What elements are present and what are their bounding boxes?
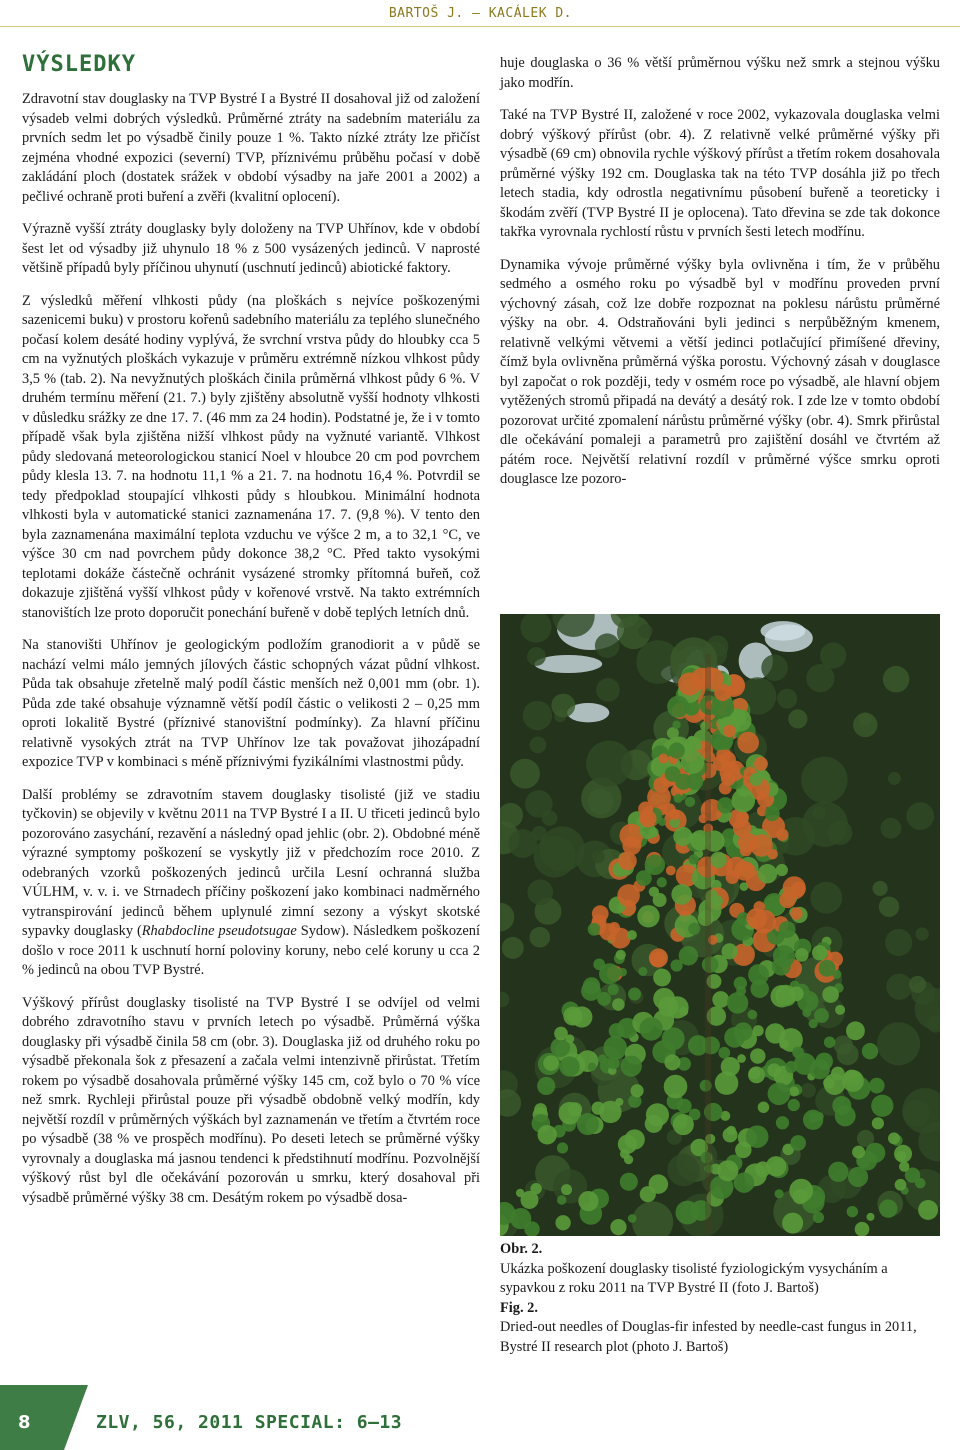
figure-caption	[500, 1240, 940, 1357]
paragraph: huje douglaska o 36 % větší průměrnou výšku než smrk a stejnou výšku jako modřín.	[500, 55, 940, 91]
footer-bar	[0, 1385, 64, 1450]
paragraph: Výškový přírůst douglasky tisolisté na TVP Bystré I se odvíjel od velmi dobrého zdravotního stavu v prvních letech po výsadbě. Průměrná výška douglasky při výsadbě činila 58 cm (obr. 3). Douglaska již od druhého roku po výsadbě překonala šok z přesazení a začala velmi intenzivně přirůstat. Třetím rokem po výsadbě dosahovala průměrné výšky 145 cm, což bylo o 70 % více než smrk. Rychleji přirůstal pouze při výsadbě obdobně velký modřín, kdy největší rozdíl v průměrných výškách byl zaznamenán ve třetím a čtvrtém roce po výsadbě (38 % ve prospěch modřínu). Po deseti letech se průměrné výšky vyrovnaly a douglaska má jasnou tendenci k předstihnutí modřínu. Pozvolnější výškový růst byl dle očekávání pozorován u smrku, který dosahoval při výsadbě průměrné výšky 38 cm. Desátým rokem po výsadbě dosa-	[22, 994, 480, 1206]
running-head: BARTOŠ J. – KACÁLEK D.	[388, 6, 572, 21]
paragraph: Na stanovišti Uhřínov je geologickým podložím granodiorit a v půdě se nachází velmi málo jemných jílových částic schopných vázat půdní vlhkost. Půda tak obsahuje zřetelně malý podíl částic menších než 0,001 mm (obr. 1). Půda zde také obsahuje významně větší podíl částic o velikosti 2 – 0,25 mm oproti lokalitě Bystré (příznivé stanovištní podmínky). Za hlavní příčinu relativně vysokých ztrát na TVP Uhřínov lze tak považovat jihozápadní expozice TVP v kombinaci s méně příznivými fyzikálními vlastnostmi půdy.	[22, 637, 480, 770]
figure-label-cz: Obr. 2.	[500, 1241, 543, 1257]
figure-caption-en: Dried-out needles of Douglas-fir infested by needle-cast fungus in 2011, Bystré II research plot (photo J. Bartoš)	[500, 1319, 917, 1355]
figure-label-en: Fig. 2.	[500, 1299, 538, 1316]
paragraph: Zdravotní stav douglasky na TVP Bystré I a Bystré II dosahoval již od založení výsadeb velmi dobrých výsledků. Průměrné ztráty na sadebním materiálu za prvních sedm let po výsadbě činily pouze 1 %. Takto nízké ztráty lze přičíst zejména vhodné expozici (severní) TVP, příznivému průběhu počasí v době zakládání ploch (dostatek srážek v období výsadby na jaře 2001 a 2002) a pečlivé ochraně proti buření a zvěři (kvalitní oplocení).	[22, 91, 480, 205]
footer-bar-slant	[64, 1385, 88, 1450]
figure-caption-cz: Ukázka poškození douglasky tisolisté fyziologickým vysycháním a sypavkou z roku 2011 na TVP Bystré II (foto J. Bartoš)	[500, 1260, 888, 1296]
right-column	[500, 54, 940, 503]
paragraph: Dynamika vývoje průměrné výšky byla ovlivněna i tím, že v průběhu sedmého a osmého roku po výsadbě byl v modřínu proveden první výchovný zásah, což lze dobře rozpoznat na poklesu nárůstu průměrné výšky na obr. 4. Odstraňováni byli jedinci s nerpůběžným kmenem, relativně velkými větvemi a větší jedinci potlačující přimíšené dřeviny, čímž byla ovlivněna průměrná výška porostu. Výchovný zásah v douglasce byl započat o rok později, tedy v osmém roce po výsadbě, ale hlavní objem vytěžených stromů připadá na devátý a desátý rok. I zde lze v tomto období pozorovat určité zpomalení nárůstu průměrné výšky (obr. 4). Smrk přirůstal dle očekávání pomaleji a parametrů pro zajištění dosáhl ve čtvrtém až pátém roce. Největší relativní rozdíl v průměrné výšce smrku oproti douglasce lze pozoro-	[500, 256, 940, 487]
page-number: 8	[18, 1412, 31, 1433]
journal-citation: ZLV, 56, 2011 SPECIAL: 6–13	[96, 1412, 403, 1433]
douglas-fir-photo	[500, 614, 940, 1236]
left-column	[22, 90, 480, 1221]
section-title: VÝSLEDKY	[22, 52, 136, 77]
paragraph: Výrazně vyšší ztráty douglasky byly doloženy na TVP Uhřínov, kde v období šest let od výsadby již uhynulo 18 % z 500 vysázených jedinců. V naprosté většině případů byly příčinou uhynutí (uschnutí jedinců) abiotické faktory.	[22, 221, 480, 276]
paragraph: Z výsledků měření vlhkosti půdy (na ploškách s nejvíce poškozenými sazenicemi buku) v prostoru kořenů sadebního materiálu za teplého slunečného počasí kolem desáté hodiny vyplývá, že svrchní vrstva půdy do hloubky cca 5 cm na vyžnutých ploškách vykazuje v průměru extrémně nízkou vlhkost půdy 3,5 % (tab. 2). Na nevyžnutých ploškách činila průměrná vlhkost půdy 6 %. V druhém termínu měření (21. 7.) byly zjištěny absolutně vyšší hodnoty vlhkosti v důsledku srážky ze dne 17. 7. (46 mm za 24 hodin). Podstatné je, že i v tomto případě však byla zjištěna nižší vlhkost půdy na vyžnuté variantě. Vlhkost půdy sledovaná meteorologickou stanicí Noel v hloubce 20 cm pod povrchem půdy klesla 13. 7. na hodnotu 11,1 % a 21. 7. na hodnotu 16,4 %. Potvrdil se tedy předpoklad stoupající vlhkosti půdy s hloubkou. Minimální hodnota vlhkosti byla v automatické stanici zaznamenána 17. 7. (9,8 %). V tento den byla zaznamenána maximální teplota vzduchu ve výšce 2 m, a to 32,1 °C, ve výšce 30 cm nad povrchem půdy dokonce 38,2 °C. Před takto vysokými teplotami dokáže částečně ochránit vysázené stromky přítomná buřeň, což dokazuje zjištěná vyšší vlhkost půdy v kořenové vrstvě. Na takto extrémních stanovištích lze proto doporučit ponechání buřeně v době teplých letních dnů.	[22, 292, 480, 621]
header-rule	[0, 26, 960, 27]
paragraph: Také na TVP Bystré II, založené v roce 2002, vykazovala douglaska velmi dobrý výškový přírůst (obr. 4). Z relativně velké průměrné výšky při výsadbě (69 cm) obnovila rychle výškový přírůst a třetím rokem dosahovala průměrné výšky 192 cm. Douglaska tak na této TVP dosáhla již po třech letech stadia, kdy odrostla negativnímu působení buřeně a teoreticky i škodám zvěří (TVP Bystré II je oplocena). Tato dřevina se zde tak dokonce takřka vyrovnala rychlostí růstu v prvních šesti letech modřínu.	[500, 107, 940, 240]
figure-photo	[500, 614, 940, 1236]
paragraph: Další problémy se zdravotním stavem douglasky tisolisté (již ve stadiu tyčkovin) se objevily v květnu 2011 na TVP Bystré I a II. U třiceti jedinců bylo pozorováno zasychání, rezavění a následný opad jehlic (obr. 2). Obdobné méně výrazné symptomy poškození se vyskytly již v předchozím roce 2010. Z odebraných vzorků poškozených jedinců určila Lesní ochranná služba VÚLHM, v. v. i. ve Strnadech příčiny poškození jako kombinaci nadměrného vytranspirování jedinců během uplynulé zimní sezony a výskyt skotské sypavky douglasky (Rhabdocline pseudotsugae Sydow). Následkem poškození došlo v roce 2011 k uschnutí horní poloviny koruny, nebo celé koruny u cca 2 % jedinců na obou TVP Bystré.	[22, 786, 480, 978]
